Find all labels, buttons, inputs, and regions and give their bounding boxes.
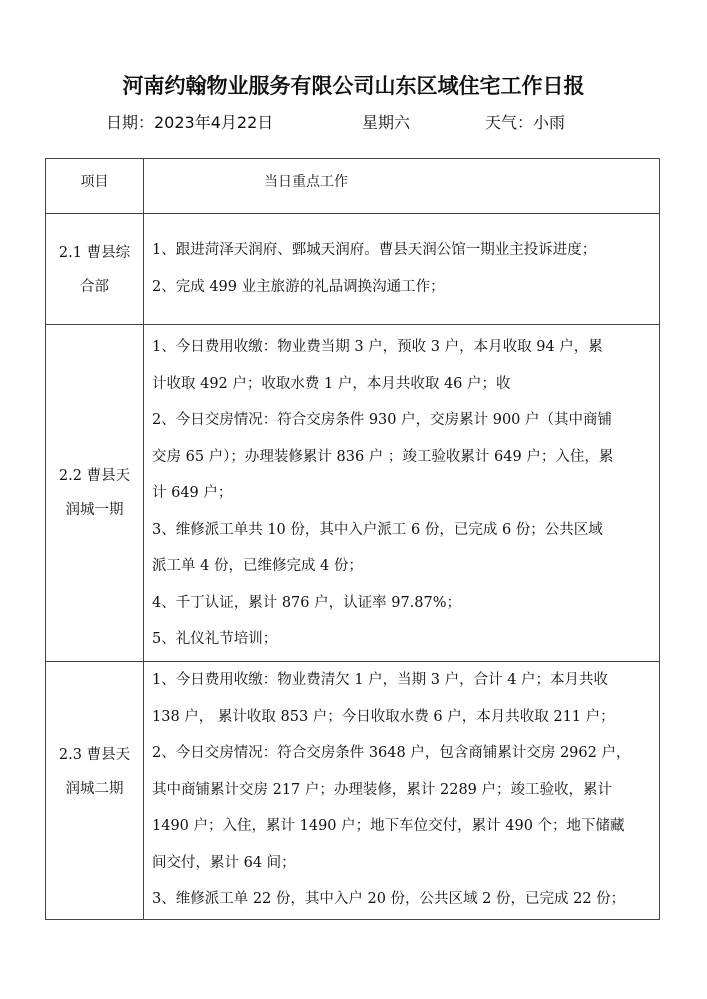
row-label: 2.1 曹县综 xyxy=(58,245,131,261)
header-key-work xyxy=(144,159,660,214)
work-line: 1、今日费用收缴：物业费当期 3 户，预收 3 户，本月收取 94 户，累 xyxy=(152,339,603,355)
work-report-table xyxy=(45,158,660,920)
table-row xyxy=(46,214,660,325)
work-line: 派工单 4 份，已维修完成 4 份； xyxy=(152,558,363,574)
work-line: 1、跟进菏泽天润府、鄄城天润府。曹县天润公馆一期业主投诉进度； xyxy=(152,242,597,258)
table-row xyxy=(46,662,660,920)
row-label: 润城二期 xyxy=(65,781,124,797)
row-content-cell xyxy=(144,214,660,325)
work-line: 计收取 492 户；收取水费 1 户，本月共收取 46 户；收 xyxy=(152,375,511,392)
work-line: 2、今日交房情况：符合交房条件 930 户，交房累计 900 户（其中商铺 xyxy=(152,412,613,428)
row-label-cell xyxy=(46,325,144,662)
work-line: 1490 户；入住，累计 1490 户；地下车位交付，累计 490 个；地下储藏 xyxy=(152,818,625,834)
work-line: 3、维修派工单共 10 份，其中入户派工 6 份，已完成 6 份；公共区域 xyxy=(152,521,603,538)
row-label-cell xyxy=(46,662,144,920)
row-label: 合部 xyxy=(80,279,109,295)
report-date: 日期：2023年4月22日 xyxy=(106,113,274,132)
report-title: 河南约翰物业服务有限公司山东区域住宅工作日报 xyxy=(122,74,585,98)
work-line: 5、礼仪礼节培训； xyxy=(152,631,278,647)
table-header-row xyxy=(46,159,660,214)
report-weekday: 星期六 xyxy=(362,113,411,132)
work-line: 计 649 户； xyxy=(152,485,233,501)
table-row xyxy=(46,325,660,662)
work-line: 其中商铺累计交房 217 户；办理装修，累计 2289 户；竣工验收，累计 xyxy=(152,781,613,798)
work-line: 间交付，累计 64 间； xyxy=(152,854,296,871)
header-project-label: 项目 xyxy=(80,174,109,190)
work-line: 3、维修派工单 22 份，其中入户 20 份，公共区域 2 份，已完成 22 份； xyxy=(152,891,626,907)
work-line: 1、今日费用收缴：物业费清欠 1 户，当期 3 户，合计 4 户；本月共收 xyxy=(152,672,609,688)
work-line: 2、完成 499 业主旅游的礼品调换沟通工作； xyxy=(152,278,445,295)
row-content-cell xyxy=(144,662,660,920)
work-line: 4、千丁认证，累计 876 户，认证率 97.87%； xyxy=(152,594,462,611)
row-label-cell xyxy=(46,214,144,325)
row-label: 润城一期 xyxy=(65,502,124,518)
work-line: 交房 65 户）；办理装修累计 836 户 ；竣工验收累计 649 户；入住，累 xyxy=(152,448,614,465)
row-content-cell xyxy=(144,325,660,662)
header-project xyxy=(46,159,144,214)
report-weather: 天气：小雨 xyxy=(485,113,566,132)
work-line: 138 户， 累计收取 853 户；今日收取水费 6 户，本月共收取 211 户； xyxy=(152,708,615,725)
work-line: 2、今日交房情况：符合交房条件 3648 户，包含商铺累计交房 2962 户， xyxy=(152,745,631,761)
row-label: 2.2 曹县天 xyxy=(58,468,131,484)
header-key-work-label: 当日重点工作 xyxy=(264,174,348,190)
row-label: 2.3 曹县天 xyxy=(58,747,131,763)
